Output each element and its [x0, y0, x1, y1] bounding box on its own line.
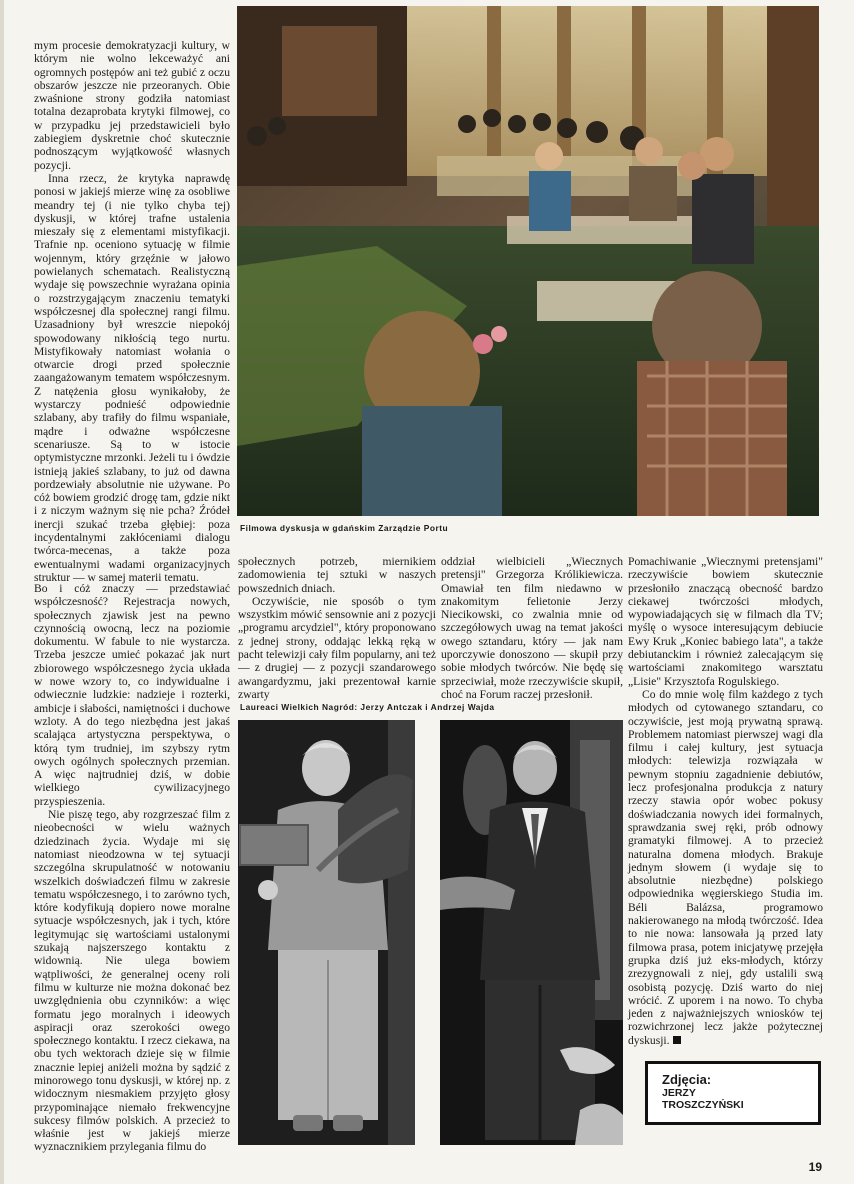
paragraph	[628, 688, 823, 1047]
credit-name-last: TROSZCZYŃSKI	[662, 1099, 744, 1111]
page-number: 19	[808, 1160, 822, 1174]
paragraph: mym procesie demokratyzacji kultury, w którym nie wolno lekceważyć ani ogromnych postępów ani też gubić z oczu obszarów jeszcze nie przeoranych. Obie zwaśnione strony godziła natomiast totalna dezaprobata krytyki filmowej, co w przypadku jej przedstawicieli było zabiegiem dyskretnie choć skutecznie podnoszącym wyjątkowość własnych pozycji.	[34, 39, 230, 172]
discussion-photo	[237, 6, 819, 516]
credit-name-first: JERZY	[662, 1087, 696, 1099]
paragraph: Pomachiwanie „Wiecznymi pretensjami" rzeczywiście bowiem skutecznie przesłoniło znaczącą obecność bardzo ciekawej twórczości młodych, wypowiadających się w filmach dla TV; myślę o wysoce interesującym debiucie Ewy Kruk „Koniec babiego lata", a także debiutanckim i również zalecającym się wartościami znakomitego warsztatu „Lisie" Krzysztofa Rogulskiego.	[628, 555, 823, 688]
laureate-photo-right	[440, 720, 623, 1145]
end-mark-icon	[673, 1036, 681, 1044]
paragraph: oddział wielbicieli „Wiecznych pretensji" Grzegorza Królikiewicza. Omawiał ten film niedawno w znakomitym felietonie Jerzy Niecikowski, co zwalnia mnie od szczegółowych uwag na temat jakości owego sztandaru, który — jak nam uporczywie donoszono — skupił przy sobie młodych twórców. Nie będę się sprzeciwiał, może rzeczywiście skupił, choć na Forum raczej przesłonił.	[441, 555, 623, 701]
laureate-photo-left	[238, 720, 415, 1145]
paragraph: społecznych potrzeb, miernikiem zadomowienia tej sztuki w naszych powszednich dniach.	[238, 555, 436, 595]
column-1-bottom	[34, 582, 230, 1152]
paragraph: Bo i cóż znaczy — przedstawiać współczesność? Rejestracja nowych, społecznych zjawisk jest na pewno czynnością owocną, lecz na poziomie dokumentu. W fabule to nie wystarcza. Trzeba jeszcze umieć pokazać jak nurt zbiorowego współczesnego życia układa w nowe wzory to, co indywidualne i odwiecznie ludzkie: nadzieje i rozterki, ambicje i słabości, namiętności i duchowe wzloty. A do tego niezbędna jest jakaś scalająca artystyczna perspektywa, o którą tym trudniej, im szybszy rytm owych ogólnych społecznych przemian. A więc najtrudniej dziś, w dobie wielkiego cywilizacyjnego przyspieszenia.	[34, 582, 230, 808]
credit-label: Zdjęcia:	[662, 1072, 712, 1087]
paragraph: Inna rzecz, że krytyka naprawdę ponosi w jakiejś mierze winę za osobliwe meandry tej (i nie tylko chyba tej) dyskusji, w której trafne ustalenia mieszały się z elementami mistyfikacji. Trafnie np. oceniono sytuację w filmie wojennym, który grzęźnie w jałowo powielanych schematach. Realistyczną wydaje się powszechnie wyrażana opinia o rozstrzygającym znaczeniu tematyki współczesnej dla społecznej rangi filmu. Uzasadniony był wreszcie niepokój spowodowany nikłością tego nurtu. Mistyfikowały natomiast wołania o otwarcie drogi przed społecznie zaangażowanym tematem współczesnym. Z natężenia głosu wynikałoby, że wystarczy podnieść odpowiednie szlabany, aby trafiły do filmu wspaniałe, mądre i odważne współczesne scenariusze. Są to w istocie optymistyczne mrzonki. Jeżeli tu i ówdzie istnieją jakieś szlabany, to już od dawna pordzewiały absolutnie nie używane. Po cóż bowiem grodzić drogę tam, gdzie nikt i z niczym ważnym się nie pcha? Źródeł inercji szukać trzeba głębiej: poza incydentalnymi zakłóceniami dialogu twórca-mecenas, a także poza ewentualnymi wadami organizacyjnych struktur — w samej materii tematu.	[34, 171, 230, 584]
column-3	[441, 555, 623, 701]
column-4	[628, 555, 823, 1047]
laureates-caption: Laureaci Wielkich Nagród: Jerzy Antczak i Andrzej Wajda	[240, 702, 495, 712]
photo-credit-box	[645, 1061, 821, 1125]
paragraph: Oczywiście, nie sposób o tym wszystkim mówić sensownie ani z pozycji „programu arcydziel", który proponowano z jednej strony, oddając lekką ręką w pacht telewizji cały film popularny, ani też — z drugiej — z pozycji szandarowego awangardyzmu, jaki prezentował karnie zwarty	[238, 594, 436, 701]
column-2	[238, 555, 436, 701]
top-photo-caption: Filmowa dyskusja w gdańskim Zarządzie Portu	[240, 523, 449, 533]
page-edge	[0, 0, 4, 1184]
column-1-top	[34, 39, 230, 584]
paragraph-text: Co do mnie wolę film każdego z tych młodych od cytowanego sztandaru, co oczywiście, jest moją prywatną sprawą. Problemem natomiast pierwszej wagi dla filmu i całej kultury, jest sytuacja młodych: telewizja rozwiązała w pewnym stopniu zagadnienie debiutów, lecz profesjonalna produkcja z natury rzeczy stawia opór wobec pokusy doświadczania nowych idei formalnych, sprawdzania swej ręki, prób odnowy gramatyki filmowej. A to przecież naturalna domena młodych. Brakuje jednym słowem (i wydaje się to absolutnie niezbędne) polskiego odpowiednika węgierskiego Studia im. Béli Balázsa, programowo nakierowanego na młodą twórczość. Idea to nie nowa: lansowała ją przed laty filmowa prasa, potem inicjatywę przejęła grupka dziś już eks-młodych, którzy zrezygnowali z niej, gdy ustalili swą osobistą pozycję. Dziś warto do niej wrócić. Z uporem i na nowo. To chyba jeden z najważniejszych wniosków tej rozwichrzonej lecz jakże pożytecznej dyskusji.	[628, 687, 823, 1047]
paragraph: Nie piszę tego, aby rozgrzeszać film z nieobecności w wielu ważnych dziedzinach życia. Wydaje mi się natomiast nieodzowna w tej sytuacji szczególna skrupulatność w notowaniu wszelkich doświadczeń filmu w zakresie tematu współczesnego, i to zarówno tych, które kodyfikują dopiero nowe moralne sytuacje współczesnych, jak i tych, które legitymując się wartościami ustalonymi szukają najszerszego kontaktu z widownią. Nie ulega bowiem wątpliwości, że generalnej oceny roli filmu w kulturze nie można dokonać bez uwzględnienia obu czynników: a więc formatu jego moralnych i ideowych aspiracji oraz szerokości owego społecznego kontaktu. I rzecz ciekawa, na obu tych wektorach dzieje się w filmie znacznie lepiej aniżeli można by sądzić z minorowego tonu dyskusji, w której np. z widocznym niesmakiem przyjęto głosy przypominające niemało frekwencyjne sukcesy filmów polskich. A przecież to właśnie jest w jakiejś mierze wyznacznikiem przylegania filmu do	[34, 808, 230, 1154]
